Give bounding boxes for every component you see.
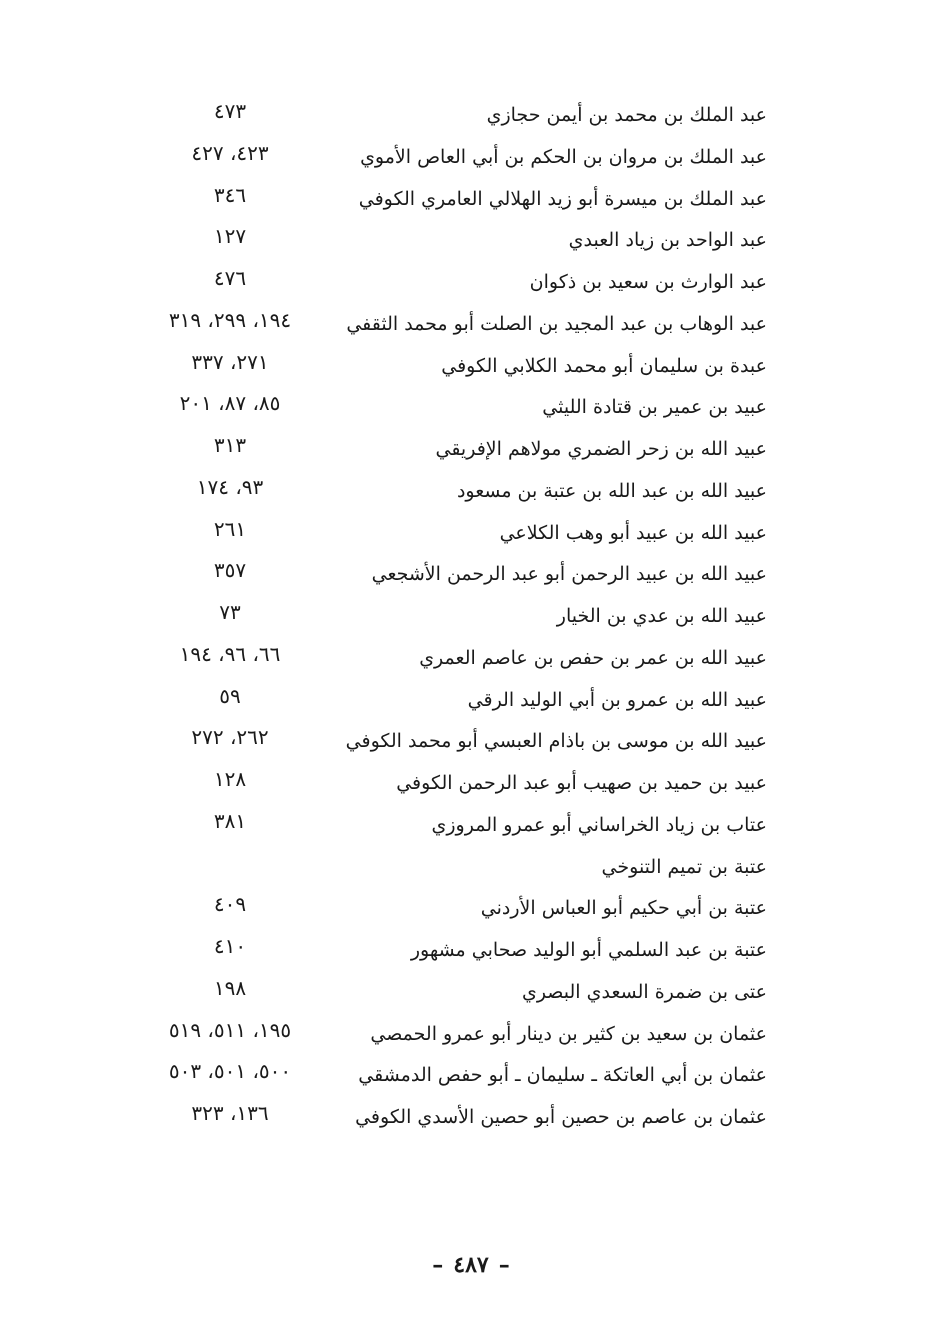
index-entry <box>0 1098 942 1140</box>
entry-name: عبيد الله بن زحر الضمري مولاهم الإفريقي <box>435 438 767 460</box>
index-entry <box>0 514 942 556</box>
entry-name: عبيد بن عمير بن قتادة الليثي <box>542 396 767 419</box>
index-entry <box>0 138 942 180</box>
index-entry <box>0 1056 942 1098</box>
entry-page-refs: ٦٦، ٩٦، ١٩٤ <box>179 641 281 666</box>
entry-name: عبيد الله بن عبيد أبو وهب الكلاعي <box>499 521 767 544</box>
index-entry <box>0 305 942 347</box>
entry-name: عبد الملك بن محمد بن أيمن حجازي <box>486 104 767 126</box>
entry-page-refs: ١٩٨ <box>213 975 247 1000</box>
entry-page-refs: ٧٣ <box>219 600 241 624</box>
index-entry <box>0 388 942 430</box>
index-entry <box>0 889 942 931</box>
index-entry <box>0 681 942 723</box>
footer-dash-right: – <box>432 1252 444 1278</box>
entry-page-refs: ٥٩ <box>219 683 241 708</box>
entry-name: عبد الملك بن ميسرة أبو زيد الهلالي العامري الكوفي <box>358 187 767 210</box>
entry-page-refs: ٢٧١، ٣٣٧ <box>191 349 269 374</box>
entry-page-refs: ٤٧٦ <box>213 266 247 290</box>
entry-page-refs: ١٢٧ <box>213 224 247 249</box>
entry-name: عتبة بن عبد السلمي أبو الوليد صحابي مشهور <box>410 939 767 961</box>
entry-name: عبدة بن سليمان أبو محمد الكلابي الكوفي <box>441 354 767 377</box>
entry-name: عبيد الله بن عبيد الرحمن أبو عبد الرحمن الأشجعي <box>371 563 767 586</box>
entry-name: عبد الوهاب بن عبد المجيد بن الصلت أبو محمد الثقفي <box>346 312 767 335</box>
index-entry <box>0 96 942 138</box>
entry-page-refs: ٣٤٦ <box>213 182 247 207</box>
entry-page-refs: ١٩٥، ٥١١، ٥١٩ <box>168 1017 292 1042</box>
page-number: ٤٨٧ <box>453 1252 489 1278</box>
entry-name: عثمان بن سعيد بن كثير بن دينار أبو عمرو الحمصي <box>370 1022 767 1045</box>
index-entry <box>0 639 942 681</box>
entry-name: عثمان بن عاصم بن حصين أبو حصين الأسدي الكوفي <box>355 1106 767 1128</box>
index-entry <box>0 180 942 222</box>
entry-name: عبيد الله بن عبد الله بن عتبة بن مسعود <box>456 479 767 502</box>
index-entry <box>0 347 942 389</box>
entry-page-refs: ٤٢٣، ٤٢٧ <box>191 140 269 165</box>
index-entry <box>0 764 942 806</box>
index-entry <box>0 221 942 263</box>
entry-name: عتى بن ضمرة السعدي البصري <box>521 980 767 1003</box>
index-entry <box>0 848 942 890</box>
footer-dash-left: – <box>498 1252 510 1278</box>
entry-page-refs: ٣٨١ <box>213 808 247 833</box>
index-entry <box>0 263 942 305</box>
entry-name: عبد الملك بن مروان بن الحكم بن أبي العاص الأموي <box>360 145 767 168</box>
entry-page-refs: ٢٦١ <box>213 516 247 541</box>
entry-page-refs: ٣١٣ <box>213 433 247 457</box>
entry-name: عتبة بن أبي حكيم أبو العباس الأردني <box>480 897 767 920</box>
entry-name: عبد الوارث بن سعيد بن ذكوان <box>529 271 767 293</box>
index-entry <box>0 973 942 1015</box>
entry-name: عبيد بن حميد بن صهيب أبو عبد الرحمن الكوفي <box>396 772 767 794</box>
entry-name: عبد الواحد بن زياد العبدي <box>568 229 767 252</box>
entry-page-refs: ٨٥، ٨٧، ٢٠١ <box>179 391 281 416</box>
index-entries <box>0 96 942 1140</box>
entry-page-refs: ١٩٤، ٢٩٩، ٣١٩ <box>168 307 292 332</box>
entry-page-refs: ٤١٠ <box>213 934 247 958</box>
entry-name: عبيد الله بن عدي بن الخيار <box>556 605 767 627</box>
entry-name: عبيد الله بن عمر بن حفص بن عاصم العمري <box>419 646 767 669</box>
index-entry <box>0 597 942 639</box>
index-entry <box>0 931 942 973</box>
entry-page-refs: ٤٠٩ <box>213 892 247 917</box>
index-entry <box>0 472 942 514</box>
entry-name: عتبة بن تميم التنوخي <box>601 855 767 878</box>
entry-name: عبيد الله بن موسى بن باذام العبسي أبو محمد الكوفي <box>345 730 767 753</box>
index-entry <box>0 1015 942 1057</box>
entry-name: عبيد الله بن عمرو بن أبي الوليد الرقي <box>467 688 767 711</box>
index-entry <box>0 806 942 848</box>
entry-page-refs: ٤٧٣ <box>213 99 247 123</box>
entry-name: عثمان بن أبي العاتكة ـ سليمان ـ أبو حفص الدمشقي <box>358 1064 767 1087</box>
entry-page-refs: ٩٣، ١٧٤ <box>196 474 264 499</box>
entry-page-refs: ١٣٦، ٣٢٣ <box>191 1101 269 1125</box>
index-entry <box>0 430 942 472</box>
index-entry <box>0 722 942 764</box>
entry-name: عتاب بن زياد الخراساني أبو عمرو المروزي <box>431 813 767 836</box>
entry-page-refs: ٥٠٠، ٥٠١، ٥٠٣ <box>168 1059 292 1084</box>
entry-page-refs: ١٢٨ <box>213 767 247 791</box>
entry-page-refs: ٢٦٢، ٢٧٢ <box>191 725 269 750</box>
entry-page-refs: ٣٥٧ <box>213 558 247 583</box>
page-footer <box>0 1252 942 1278</box>
index-entry <box>0 555 942 597</box>
